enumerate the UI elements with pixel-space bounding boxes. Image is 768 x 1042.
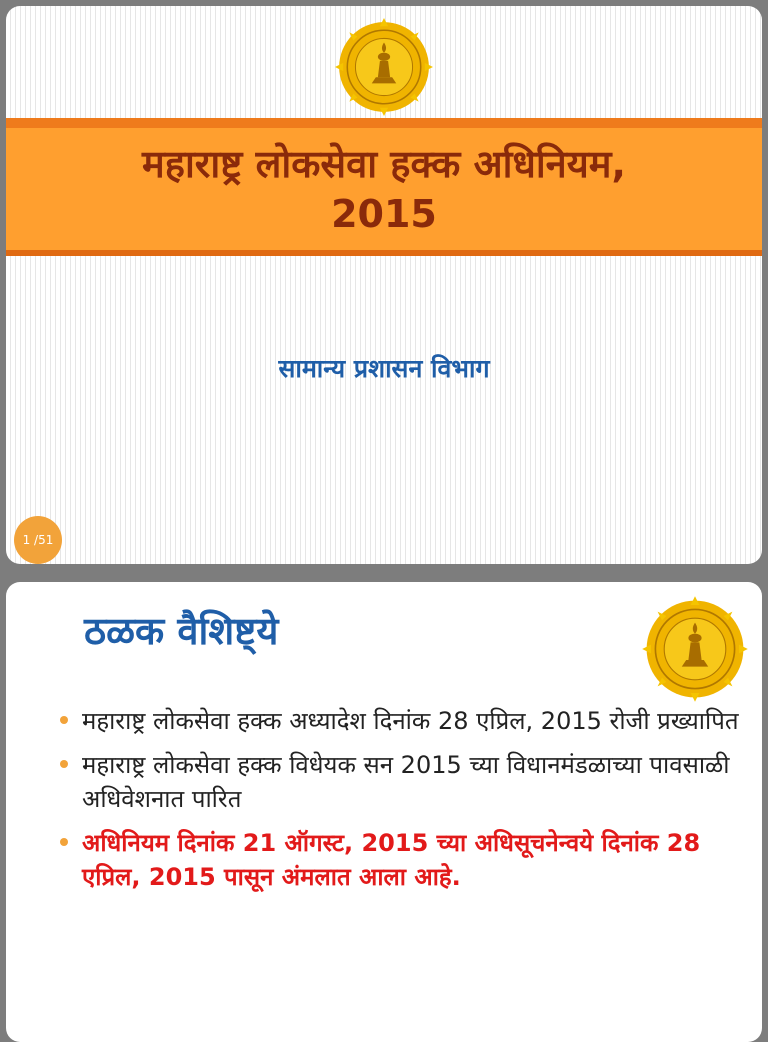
maharashtra-seal-icon — [333, 16, 435, 118]
title-band — [6, 118, 762, 256]
bullet-text: महाराष्ट्र लोकसेवा हक्क विधेयक सन 2015 च्या विधानमंडळाच्या पावसाळी अधिवेशनात पारित — [82, 751, 730, 813]
page-indicator: 1 /51 — [14, 516, 62, 564]
maharashtra-seal-icon — [640, 594, 750, 704]
slide-1 — [6, 6, 762, 564]
slide-2 — [6, 582, 762, 1042]
bullet-text: अधिनियम दिनांक 21 ऑगस्ट, 2015 च्या अधिसूचनेन्वये दिनांक 28 एप्रिल, 2015 पासून अंमलात आला आहे. — [82, 829, 701, 891]
bullet-list — [56, 704, 746, 904]
list-item — [56, 748, 746, 816]
slide-title-line1: महाराष्ट्र लोकसेवा हक्क अधिनियम, — [142, 142, 626, 186]
bullet-icon — [60, 760, 68, 768]
bullet-icon — [60, 838, 68, 846]
slide-heading: ठळक वैशिष्ट्ये — [84, 609, 279, 653]
list-item-highlighted — [56, 826, 746, 894]
slide-title-line2: 2015 — [331, 192, 437, 236]
slide-subtitle: सामान्य प्रशासन विभाग — [278, 354, 490, 383]
bullet-icon — [60, 716, 68, 724]
bullet-text: महाराष्ट्र लोकसेवा हक्क अध्यादेश दिनांक 28 एप्रिल, 2015 रोजी प्रख्यापित — [82, 707, 739, 735]
list-item — [56, 704, 746, 738]
